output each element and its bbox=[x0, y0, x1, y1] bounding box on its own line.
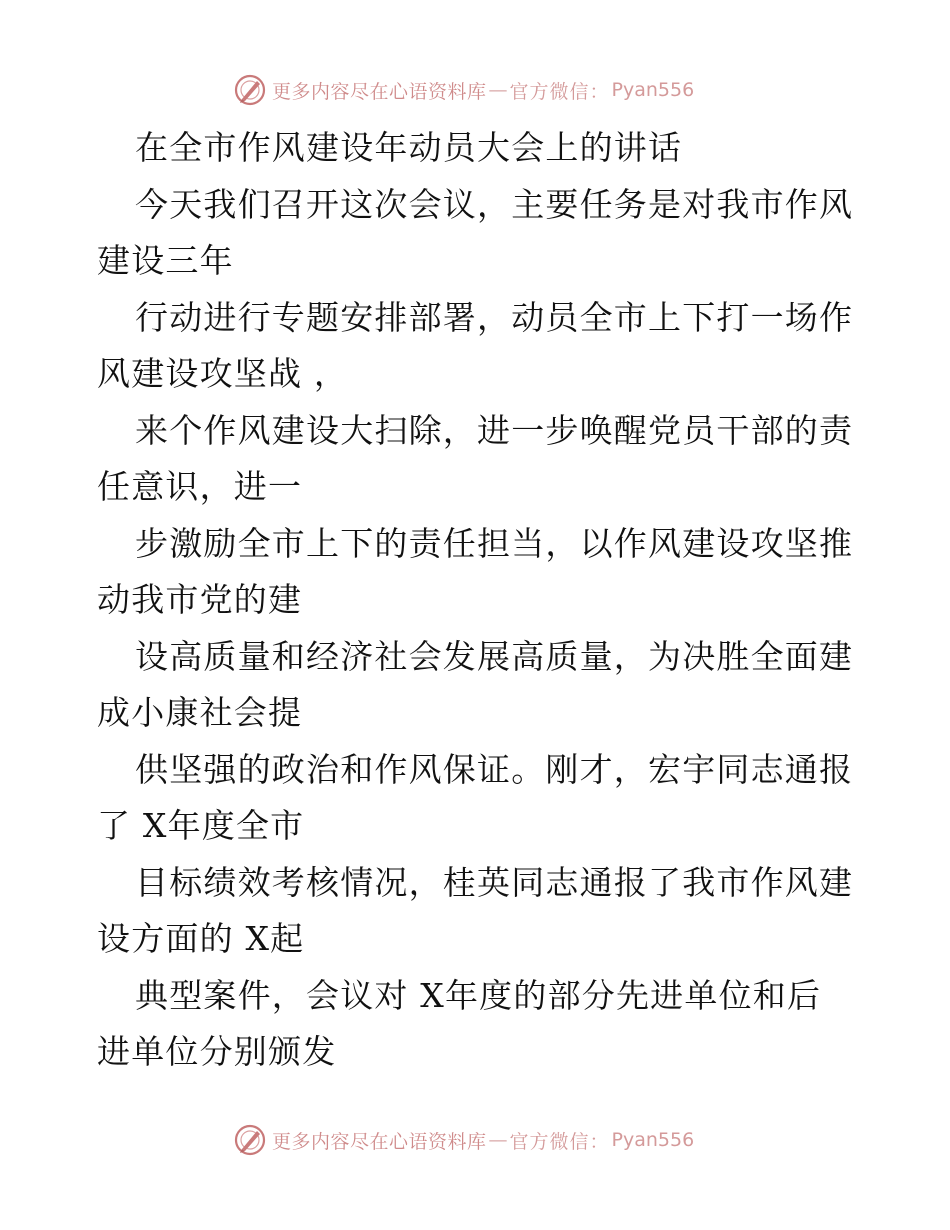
watermark-main-text: 更多内容尽在心语资料库 bbox=[272, 1130, 487, 1153]
text-line: 行动进行专题安排部署，动员全市上下打一场作 bbox=[135, 297, 854, 337]
quill-logo-icon bbox=[232, 1122, 268, 1158]
text-line: 进单位分别颁发 bbox=[97, 1032, 337, 1071]
text-line: 步激励全市上下的责任担当，以作风建设攻坚推 bbox=[135, 523, 854, 563]
watermark-wechat-id: Pyan556 bbox=[611, 79, 695, 101]
text-line: 动我市党的建 bbox=[97, 580, 303, 619]
watermark-header bbox=[232, 70, 752, 110]
watermark-sub-text: 官方微信： bbox=[509, 80, 610, 103]
watermark-footer bbox=[232, 1120, 752, 1160]
quill-logo-icon bbox=[232, 72, 268, 108]
text-line: 设方面的 X起 bbox=[97, 919, 305, 958]
text-line: 今天我们召开这次会议，主要任务是对我市作风 bbox=[135, 184, 854, 224]
text-line: 建设三年 bbox=[97, 241, 234, 280]
watermark-dash: — bbox=[488, 1129, 508, 1151]
text-line: 设高质量和经济社会发展高质量，为决胜全面建 bbox=[135, 636, 854, 676]
text-line: 了 X年度全市 bbox=[97, 806, 305, 845]
text-line: 典型案件，会议对 X年度的部分先进单位和后 bbox=[135, 975, 822, 1015]
document-body bbox=[97, 120, 857, 1081]
watermark-wechat-id: Pyan556 bbox=[611, 1129, 695, 1151]
text-line: 风建设攻坚战 ， bbox=[97, 354, 349, 393]
text-line: 来个作风建设大扫除，进一步唤醒党员干部的责 bbox=[135, 410, 854, 450]
text-line: 供坚强的政治和作风保证。刚才，宏宇同志通报 bbox=[135, 749, 854, 789]
watermark-main-text: 更多内容尽在心语资料库 bbox=[272, 80, 487, 103]
watermark-dash: — bbox=[488, 79, 508, 101]
document-title: 在全市作风建设年动员大会上的讲话 bbox=[135, 128, 683, 167]
text-line: 任意识，进一 bbox=[97, 467, 303, 506]
watermark-sub-text: 官方微信： bbox=[509, 1130, 610, 1153]
text-line: 成小康社会提 bbox=[97, 693, 303, 732]
text-line: 目标绩效考核情况，桂英同志通报了我市作风建 bbox=[135, 862, 854, 902]
